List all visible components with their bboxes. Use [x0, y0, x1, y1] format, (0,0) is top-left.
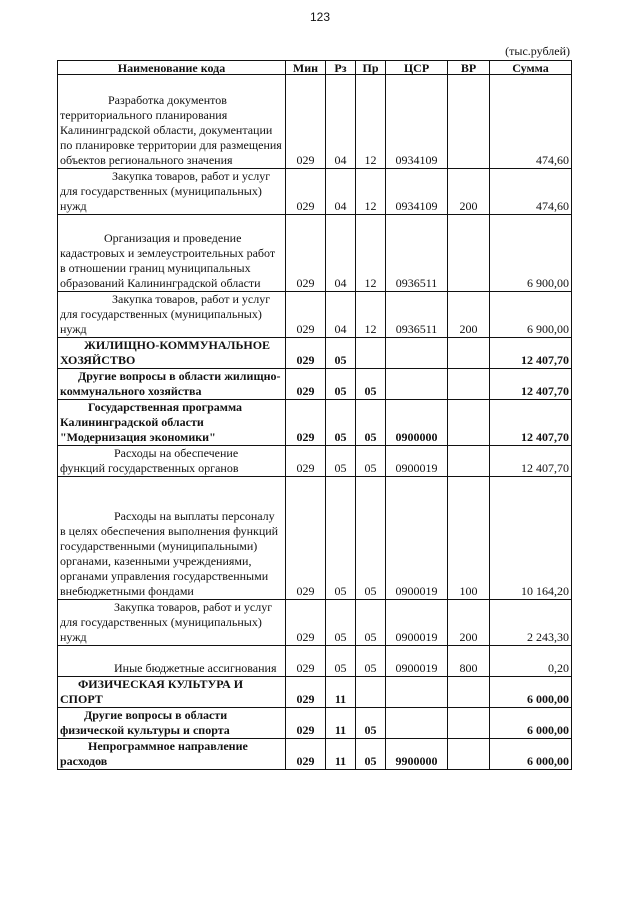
- row-pr: 12: [356, 292, 386, 338]
- table-row: [58, 215, 572, 292]
- row-sum: 12 407,70: [490, 369, 572, 400]
- row-sum: 474,60: [490, 169, 572, 215]
- row-csr: [386, 369, 448, 400]
- row-pr: [356, 677, 386, 708]
- row-vr: 100: [448, 477, 490, 600]
- row-name: Расходы на обеспечение функций государственных органов: [60, 446, 239, 475]
- row-min: 029: [286, 646, 326, 677]
- table-row: [58, 477, 572, 600]
- row-vr: [448, 75, 490, 169]
- table-row: [58, 708, 572, 739]
- row-vr: [448, 739, 490, 770]
- row-vr: [448, 677, 490, 708]
- row-rz: 05: [326, 338, 356, 369]
- row-vr: [448, 338, 490, 369]
- row-name: Иные бюджетные ассигнования: [114, 661, 277, 675]
- row-rz: 05: [326, 477, 356, 600]
- table-row: [58, 75, 572, 169]
- row-name-cell: [58, 708, 286, 739]
- row-min: 029: [286, 338, 326, 369]
- row-rz: 11: [326, 677, 356, 708]
- row-name-cell: [58, 338, 286, 369]
- row-name-cell: [58, 677, 286, 708]
- row-rz: 04: [326, 292, 356, 338]
- table-row: [58, 369, 572, 400]
- row-name: Непрограммное направление расходов: [60, 739, 248, 768]
- header-vr: ВР: [448, 61, 490, 75]
- row-csr: [386, 708, 448, 739]
- row-pr: 12: [356, 75, 386, 169]
- row-csr: 0900000: [386, 400, 448, 446]
- row-vr: 200: [448, 292, 490, 338]
- row-csr: 0900019: [386, 600, 448, 646]
- row-name: Разработка документов территориального планирования Калининградской области, документации по планировке территории для размещения объектов регионального значения: [60, 93, 282, 167]
- row-vr: 200: [448, 600, 490, 646]
- row-rz: 04: [326, 215, 356, 292]
- header-pr: Пр: [356, 61, 386, 75]
- row-min: 029: [286, 708, 326, 739]
- row-min: 029: [286, 369, 326, 400]
- row-name: Государственная программа Калининградской области "Модернизация экономики": [60, 400, 243, 444]
- row-sum: 12 407,70: [490, 338, 572, 369]
- row-min: 029: [286, 446, 326, 477]
- row-vr: [448, 400, 490, 446]
- row-sum: 6 900,00: [490, 292, 572, 338]
- row-vr: [448, 446, 490, 477]
- row-min: 029: [286, 215, 326, 292]
- row-pr: 05: [356, 708, 386, 739]
- row-rz: 04: [326, 169, 356, 215]
- row-sum: 0,20: [490, 646, 572, 677]
- row-vr: [448, 708, 490, 739]
- row-rz: 05: [326, 400, 356, 446]
- row-rz: 05: [326, 646, 356, 677]
- row-pr: 05: [356, 369, 386, 400]
- row-min: 029: [286, 400, 326, 446]
- row-sum: 6 000,00: [490, 677, 572, 708]
- row-sum: 2 243,30: [490, 600, 572, 646]
- row-sum: 10 164,20: [490, 477, 572, 600]
- row-rz: 05: [326, 446, 356, 477]
- table-row: [58, 400, 572, 446]
- row-pr: 12: [356, 215, 386, 292]
- row-pr: 05: [356, 739, 386, 770]
- row-rz: 11: [326, 708, 356, 739]
- row-pr: 05: [356, 646, 386, 677]
- row-min: 029: [286, 292, 326, 338]
- row-vr: 800: [448, 646, 490, 677]
- table-row: [58, 169, 572, 215]
- row-csr: [386, 338, 448, 369]
- row-csr: 0900019: [386, 477, 448, 600]
- header-sum: Сумма: [490, 61, 572, 75]
- row-name-cell: [58, 75, 286, 169]
- table-row: [58, 646, 572, 677]
- row-csr: 9900000: [386, 739, 448, 770]
- header-csr: ЦСР: [386, 61, 448, 75]
- header-row: [58, 61, 572, 75]
- row-csr: 0900019: [386, 646, 448, 677]
- row-min: 029: [286, 75, 326, 169]
- row-pr: 12: [356, 169, 386, 215]
- row-name-cell: [58, 215, 286, 292]
- budget-table: [57, 60, 572, 770]
- row-pr: 05: [356, 400, 386, 446]
- header-rz: Рз: [326, 61, 356, 75]
- row-vr: 200: [448, 169, 490, 215]
- row-name: Закупка товаров, работ и услуг для государственных (муниципальных) нужд: [60, 600, 273, 644]
- row-sum: 6 000,00: [490, 708, 572, 739]
- row-min: 029: [286, 169, 326, 215]
- row-name: Закупка товаров, работ и услуг для государственных (муниципальных) нужд: [60, 292, 271, 336]
- row-csr: 0936511: [386, 215, 448, 292]
- row-pr: 05: [356, 446, 386, 477]
- row-name: ЖИЛИЩНО-КОММУНАЛЬНОЕ ХОЗЯЙСТВО: [60, 338, 271, 367]
- row-sum: 12 407,70: [490, 400, 572, 446]
- row-pr: [356, 338, 386, 369]
- row-name-cell: [58, 600, 286, 646]
- table-row: [58, 677, 572, 708]
- row-sum: 6 000,00: [490, 739, 572, 770]
- row-pr: 05: [356, 477, 386, 600]
- header-min: Мин: [286, 61, 326, 75]
- header-name: Наименование кода: [58, 61, 286, 75]
- row-rz: 05: [326, 369, 356, 400]
- row-name-cell: [58, 169, 286, 215]
- row-sum: 6 900,00: [490, 215, 572, 292]
- table-row: [58, 446, 572, 477]
- table-row: [58, 292, 572, 338]
- row-name: Закупка товаров, работ и услуг для государственных (муниципальных) нужд: [60, 169, 271, 213]
- row-pr: 05: [356, 600, 386, 646]
- row-csr: 0936511: [386, 292, 448, 338]
- row-sum: 12 407,70: [490, 446, 572, 477]
- row-csr: 0900019: [386, 446, 448, 477]
- row-name-cell: [58, 369, 286, 400]
- row-name: Расходы на выплаты персоналу в целях обеспечения выполнения функций государственными (муниципальными) органами, казенными учреждениями, органами управления государственными внебюджетными фондами: [60, 509, 279, 598]
- row-name: Другие вопросы в области физической культуры и спорта: [60, 708, 230, 737]
- row-csr: [386, 677, 448, 708]
- row-rz: 05: [326, 600, 356, 646]
- row-sum: 474,60: [490, 75, 572, 169]
- row-name-cell: [58, 739, 286, 770]
- row-csr: 0934109: [386, 75, 448, 169]
- table-row: [58, 338, 572, 369]
- table-row: [58, 600, 572, 646]
- row-rz: 04: [326, 75, 356, 169]
- row-name: Другие вопросы в области жилищно-коммунального хозяйства: [60, 369, 281, 398]
- row-name: Организация и проведение кадастровых и землеустроительных работ в отношении границ муниципальных образований Калининградской области: [60, 231, 276, 290]
- row-name-cell: [58, 477, 286, 600]
- row-name-cell: [58, 646, 286, 677]
- row-min: 029: [286, 600, 326, 646]
- row-rz: 11: [326, 739, 356, 770]
- row-vr: [448, 369, 490, 400]
- table-row: [58, 739, 572, 770]
- units-label: (тыс.рублей): [505, 44, 570, 58]
- row-min: 029: [286, 477, 326, 600]
- row-csr: 0934109: [386, 169, 448, 215]
- page-number: 123: [309, 10, 331, 24]
- row-vr: [448, 215, 490, 292]
- row-min: 029: [286, 739, 326, 770]
- row-min: 029: [286, 677, 326, 708]
- row-name-cell: [58, 292, 286, 338]
- row-name-cell: [58, 446, 286, 477]
- row-name-cell: [58, 400, 286, 446]
- row-name: ФИЗИЧЕСКАЯ КУЛЬТУРА И СПОРТ: [60, 677, 244, 706]
